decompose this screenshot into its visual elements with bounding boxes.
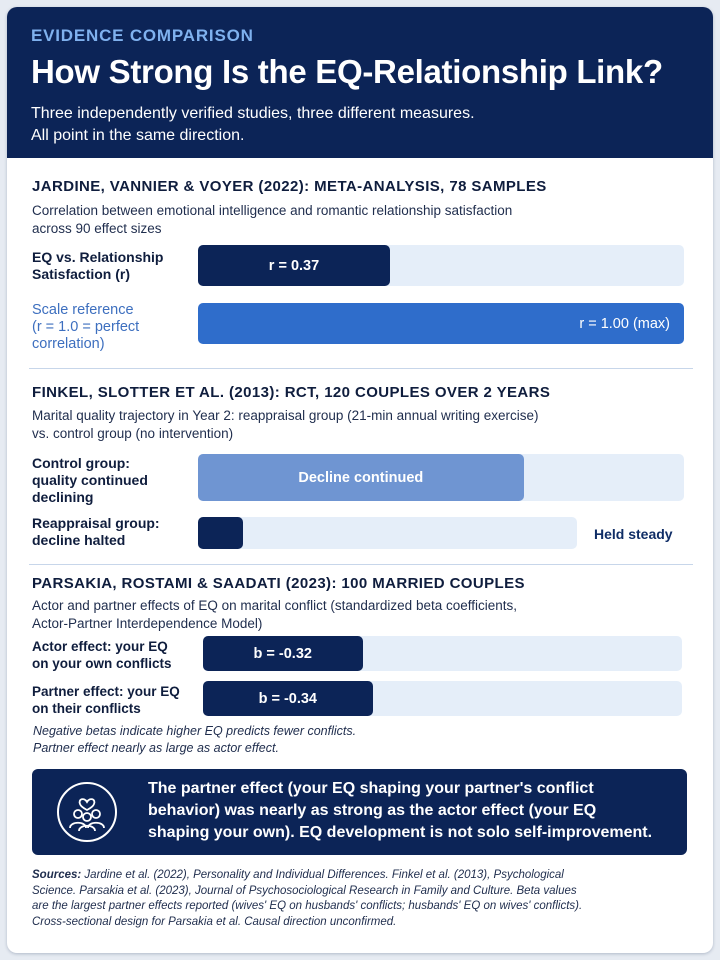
study3-desc-line-2: Actor-Partner Interdependence Model) [32, 616, 263, 631]
bar-value-label: b = -0.32 [253, 645, 312, 662]
study3-note-line-2: Partner effect nearly as large as actor effect. [33, 741, 279, 755]
subtitle-line-1: Three independently verified studies, three different measures. [31, 105, 475, 122]
sources-label: Sources: [32, 869, 82, 881]
section-divider [29, 564, 693, 565]
study1-row1-bar [198, 245, 390, 286]
study1-row1-label [32, 249, 202, 283]
bar-value-label: r = 0.37 [268, 257, 320, 274]
label-line: quality continued [32, 472, 148, 488]
bar-value-label: b = -0.34 [258, 690, 317, 707]
study3-row2-track [203, 681, 682, 716]
page-title: How Strong Is the EQ-Relationship Link? [31, 53, 663, 90]
study2-description [32, 407, 632, 443]
label-line: decline halted [32, 532, 126, 548]
study3-note [33, 723, 553, 757]
label-line: correlation) [32, 336, 105, 352]
eyebrow-label: EVIDENCE COMPARISON [31, 26, 254, 45]
evidence-card [7, 7, 713, 953]
label-line: Satisfaction (r) [32, 266, 131, 282]
bar-value-label: Decline continued [298, 469, 424, 486]
study1-desc-line-1: Correlation between emotional intelligence and romantic relationship satisfaction [32, 203, 513, 218]
study3-row2-label [32, 683, 212, 717]
study1-description [32, 202, 592, 238]
key-insight-callout [32, 769, 687, 855]
label-line: declining [32, 489, 94, 505]
label-line: EQ vs. Relationship [32, 249, 164, 265]
label-line: on your own conflicts [32, 656, 172, 671]
study3-desc-line-1: Actor and partner effects of EQ on marital conflict (standardized beta coefficients, [32, 598, 518, 613]
study2-row2-track [198, 517, 577, 549]
study3-row1-label [32, 638, 212, 672]
label-line: Reappraisal group: [32, 515, 160, 531]
study3-row2-bar [203, 681, 373, 716]
study2-desc-line-2: vs. control group (no intervention) [32, 426, 234, 441]
study3-description [32, 597, 632, 633]
sources-text: Jardine et al. (2022), Personality and Individual Differences. Finkel et al. (2013), Psychological Science. Parsakia et al. (2023), Journal of Psychosociological Research in Family and Culture. Beta values are the largest partner effects reported (wives' EQ on husbands' conflicts; husbands' EQ on wives' conflicts). Cross-sectional design for Parsakia et al. Causal direction unconfirmed. [32, 869, 583, 928]
callout-text [148, 778, 668, 844]
couple-heart-icon [56, 781, 118, 843]
study1-desc-line-2: across 90 effect sizes [32, 221, 162, 236]
label-line: (r = 1.0 = perfect [32, 319, 140, 335]
study3-title: PARSAKIA, ROSTAMI & SAADATI (2023): 100 MARRIED COUPLES [32, 575, 525, 592]
study3-note-line-1: Negative betas indicate higher EQ predicts fewer conflicts. [33, 724, 357, 738]
study2-title: FINKEL, SLOTTER ET AL. (2013): RCT, 120 COUPLES OVER 2 YEARS [32, 384, 551, 401]
header [7, 7, 713, 158]
label-line: Partner effect: your EQ [32, 684, 180, 699]
callout-line-1: The partner effect (your EQ shaping your partner's conflict [148, 780, 594, 797]
callout-line-2: behavior) was nearly as strong as the actor effect (your EQ [148, 802, 597, 819]
subtitle-line-2: All point in the same direction. [31, 127, 245, 144]
study1-row2-bar [198, 303, 684, 344]
study3-row1-track [203, 636, 682, 671]
section-divider [29, 368, 693, 369]
bar-value-label: r = 1.00 (max) [579, 315, 670, 332]
study1-title: JARDINE, VANNIER & VOYER (2022): META-ANALYSIS, 78 SAMPLES [32, 178, 547, 195]
label-line: Scale reference [32, 302, 134, 318]
study2-row1-track [198, 454, 684, 501]
callout-line-3: shaping your own). EQ development is not solo self-improvement. [148, 824, 653, 841]
study2-row1-label [32, 455, 202, 506]
study2-row1-bar [198, 454, 524, 501]
label-line: Actor effect: your EQ [32, 639, 168, 654]
label-line: Control group: [32, 455, 130, 471]
study2-row2-value-label: Held steady [594, 526, 673, 542]
page-subtitle [31, 103, 671, 147]
study2-row2-label [32, 515, 202, 549]
study3-row1-bar [203, 636, 363, 671]
label-line: on their conflicts [32, 701, 141, 716]
study2-desc-line-1: Marital quality trajectory in Year 2: reappraisal group (21-min annual writing exercise) [32, 408, 539, 423]
study2-row2-bar [198, 517, 243, 549]
study1-row1-track [198, 245, 684, 286]
study1-row2-label [32, 302, 202, 353]
study1-row2-track [198, 303, 684, 344]
sources-footnote [32, 868, 592, 930]
